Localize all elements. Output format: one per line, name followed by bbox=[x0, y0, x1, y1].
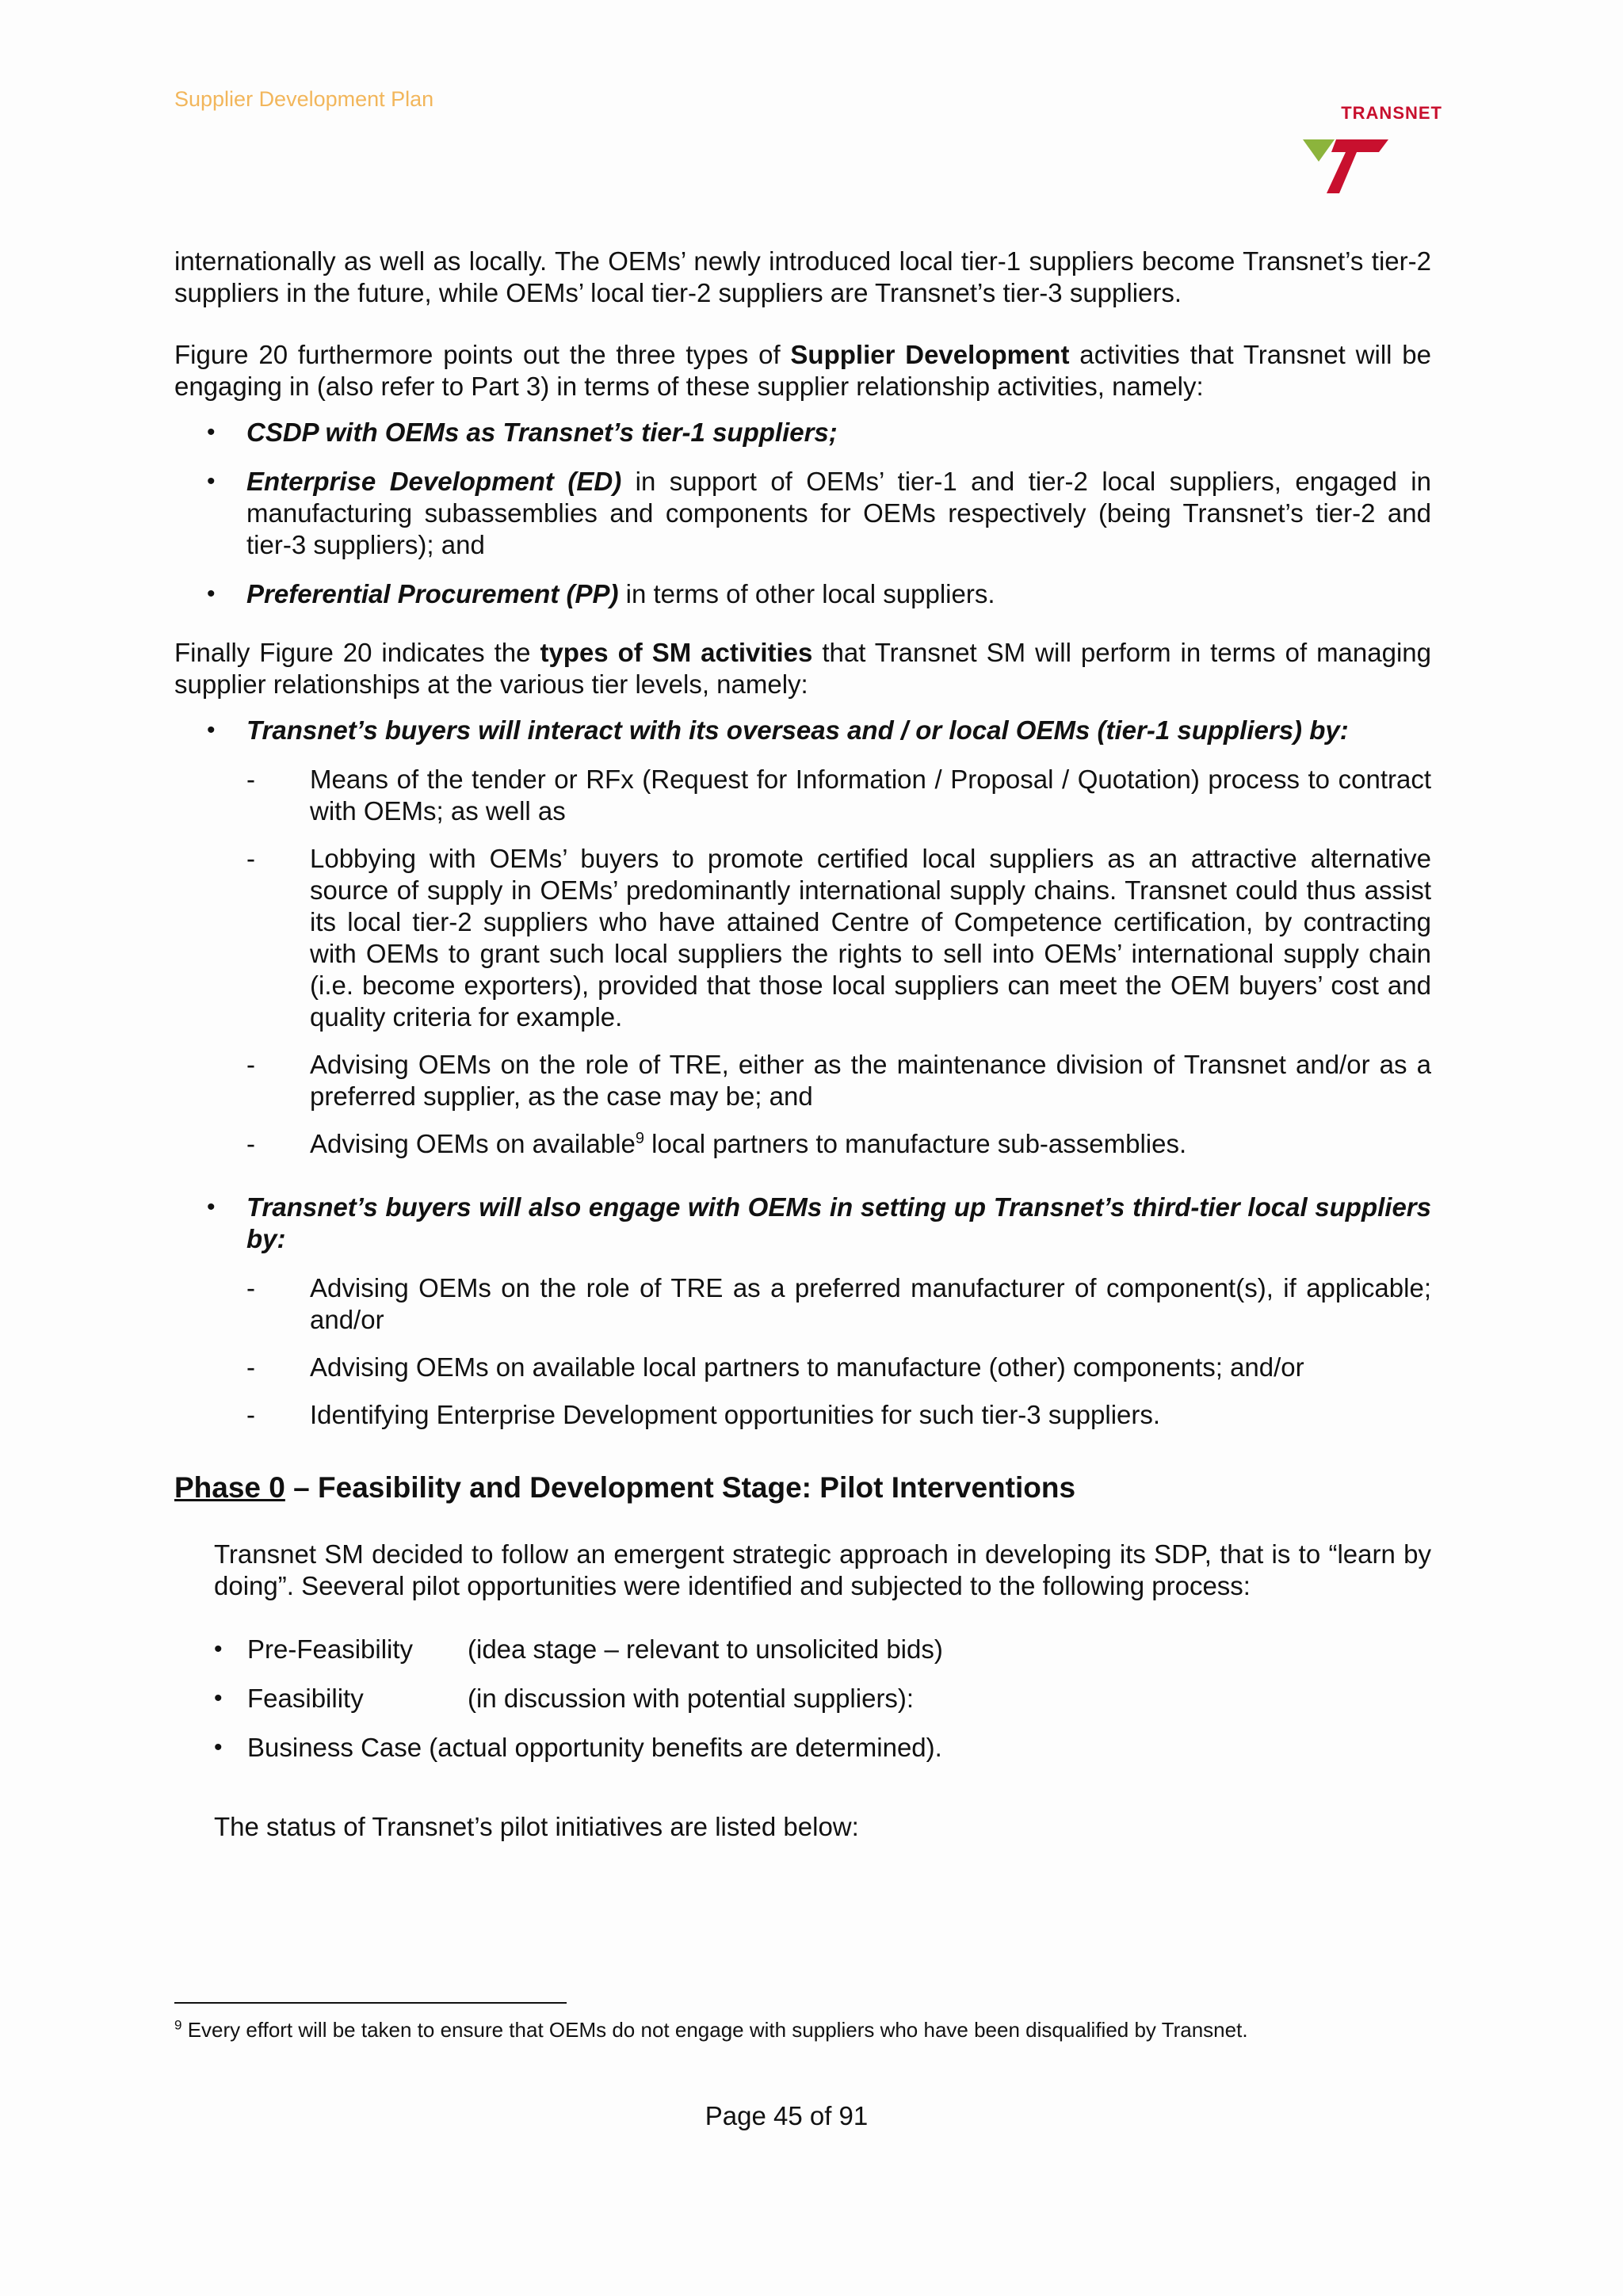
list-item: • CSDP with OEMs as Transnet’s tier-1 suppliers; bbox=[207, 418, 838, 447]
list-item: • Transnet’s buyers will interact with its overseas and / or local OEMs (tier-1 suppliers) by: - Means of the tender or RFx (Request for Information / Proposal / Quotation) process to contract with OEMs; as well as - Lobbying with OEMs’ buyers to promote certified local suppliers as an attractive alternative source of supply in OEMs’ predominantly international supply chains. Transnet could thus assist its local tier-2 suppliers who have attained Centre of Competence certification, by contracting with OEMs to grant such local suppliers the rights to sell into OEMs’ international supply chain (i.e. become exporters), provided that those local suppliers can meet the OEM buyers’ cost and quality criteria for example. - Advising OEMs on the role of TRE, either as the maintenance division of Transnet and/or as a preferred supplier, as the case may be; and - Advising OEMs on available$^9$ local partners to manufacture sub-assemblies. bbox=[207, 715, 1431, 1158]
sub-list-item: - Advising OEMs on available$^9$ local partners to manufacture sub-assemblies. bbox=[246, 1129, 1187, 1158]
sub-list bbox=[246, 764, 1431, 1160]
sub-list-item: - Advising OEMs on the role of TRE, either as the maintenance division of Transnet and/or as a preferred supplier, as the case may be; and bbox=[246, 1050, 1431, 1111]
header-doc-title: Supplier Development Plan bbox=[174, 87, 434, 111]
status-line: The status of Transnet’s pilot initiatives are listed below: bbox=[214, 1812, 859, 1841]
list-item: • Preferential Procurement (PP) in terms of other local suppliers. bbox=[207, 579, 995, 608]
sub-list-item: - Advising OEMs on available local partners to manufacture (other) components; and/or bbox=[246, 1352, 1304, 1382]
logo-wordmark: TRANSNET bbox=[1341, 103, 1442, 123]
sub-list-item: - Identifying Enterprise Development opportunities for such tier-3 suppliers. bbox=[246, 1400, 1161, 1429]
logo-mark-icon bbox=[1300, 135, 1395, 198]
phase-intro: Transnet SM decided to follow an emergent strategic approach in developing its SDP, that is to “learn by doing”. Seeveral pilot opportunities were identified and subjected to the following process: bbox=[214, 1539, 1431, 1600]
sm-activities-list bbox=[174, 715, 1431, 1431]
stage-list bbox=[174, 1634, 1431, 1764]
page-number: Page 45 of 91 bbox=[705, 2101, 869, 2130]
list-item: • Business Case (actual opportunity benefits are determined). bbox=[214, 1733, 942, 1762]
list-item: • Feasibility (in discussion with potential suppliers): bbox=[214, 1684, 915, 1713]
paragraph-2: Figure 20 furthermore points out the three types of Supplier Development activities that Transnet will be engaging in (also refer to Part 3) in terms of these supplier relationship activities, namely: bbox=[174, 340, 1431, 401]
list-item: • Enterprise Development (ED) in support of OEMs’ tier-1 and tier-2 local suppliers, engaged in manufacturing subassemblies and components for OEMs respectively (being Transnet’s tier-2 and tier-3 suppliers); and bbox=[207, 467, 1431, 559]
section-heading: Phase 0 – Feasibility and Development Stage: Pilot Interventions bbox=[174, 1471, 1076, 1504]
footnote: $^9$ Every effort will be taken to ensure that OEMs do not engage with suppliers who have been disqualified by Transnet. bbox=[174, 2017, 1248, 2042]
transnet-logo bbox=[1300, 103, 1442, 198]
page-body bbox=[174, 246, 1431, 1843]
sub-list bbox=[246, 1272, 1431, 1431]
sub-list-item: - Means of the tender or RFx (Request for Information / Proposal / Quotation) process to contract with OEMs; as well as bbox=[246, 765, 1431, 826]
list-item: • Pre-Feasibility (idea stage – relevant to unsolicited bids) bbox=[214, 1634, 943, 1664]
sd-activities-list bbox=[174, 417, 1431, 610]
sub-list-item: - Lobbying with OEMs’ buyers to promote certified local suppliers as an attractive alternative source of supply in OEMs’ predominantly international supply chains. Transnet could thus assist its local tier-2 suppliers who have attained Centre of Competence certification, by contracting with OEMs to grant such local suppliers the rights to sell into OEMs’ international supply chain (i.e. become exporters), provided that those local suppliers can meet the OEM buyers’ cost and quality criteria for example. bbox=[246, 844, 1431, 1032]
sub-list-item: - Advising OEMs on the role of TRE as a preferred manufacturer of component(s), if applicable; and/or bbox=[246, 1273, 1431, 1334]
list-item: • Transnet’s buyers will also engage with OEMs in setting up Transnet’s third-tier local suppliers by: - Advising OEMs on the role of TRE as a preferred manufacturer of component(s), if applicable; and/or - Advising OEMs on available local partners to manufacture (other) components; and/or - Identifying Enterprise Development opportunities for such tier-3 suppliers. bbox=[207, 1192, 1431, 1429]
footnote-ref: 9 bbox=[635, 1130, 644, 1147]
footnote-separator bbox=[174, 2002, 567, 2004]
supplier-development-emphasis: Supplier Development bbox=[790, 340, 1070, 369]
paragraph-1: internationally as well as locally. The OEMs’ newly introduced local tier-1 suppliers become Transnet’s tier-2 suppliers in the future, while OEMs’ local tier-2 suppliers are Transnet’s tier-3 suppliers. bbox=[174, 246, 1431, 307]
sm-activities-emphasis: types of SM activities bbox=[540, 638, 813, 667]
paragraph-3: Finally Figure 20 indicates the types of SM activities that Transnet SM will perform in terms of managing supplier relationships at the various tier levels, namely: bbox=[174, 638, 1432, 699]
footnote-number: 9 bbox=[174, 2017, 182, 2033]
